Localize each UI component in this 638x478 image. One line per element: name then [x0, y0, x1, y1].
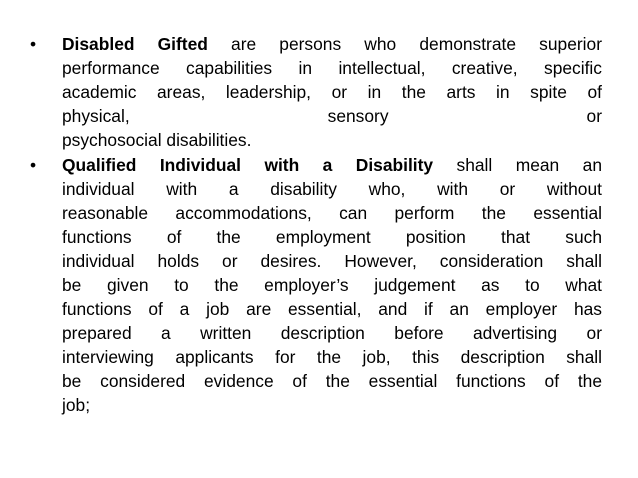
bullet-line: psychosocial disabilities.: [62, 130, 252, 150]
bullet-line: be given to the employer’s judgement as to what: [62, 275, 602, 295]
bullet-line: job;: [62, 395, 91, 415]
bullet-line: [62, 153, 602, 177]
bullet-line: [62, 32, 602, 56]
bullet-line: physical, sensory or: [62, 106, 602, 126]
bullet-line: individual holds or desires. However, consideration shall: [62, 251, 602, 271]
bullet-list: [30, 32, 602, 418]
bullet-line: functions of a job are essential, and if an employer has: [62, 299, 602, 319]
bullet-item-qualified-individual: [30, 153, 602, 417]
definition-text: are persons who demonstrate superior: [207, 34, 602, 54]
definition-text: shall mean an: [433, 155, 602, 175]
bullet-marker: •: [30, 34, 37, 54]
bullet-line: individual with a disability who, with or without: [62, 179, 602, 199]
bullet-line: performance capabilities in intellectual, creative, specific: [62, 58, 602, 78]
bullet-line: reasonable accommodations, can perform the essential: [62, 203, 602, 223]
bullet-line: interviewing applicants for the job, this description shall: [62, 347, 602, 367]
bullet-line: be considered evidence of the essential functions of the: [62, 371, 602, 391]
bullet-marker: •: [30, 155, 37, 175]
bullet-line: academic areas, leadership, or in the arts in spite of: [62, 82, 602, 102]
bullet-line: prepared a written description before advertising or: [62, 323, 602, 343]
definition-term: Disabled Gifted: [62, 34, 208, 54]
bullet-line: functions of the employment position that such: [62, 227, 602, 247]
bullet-item-disabled-gifted: [30, 32, 602, 152]
definition-term: Qualified Individual with a Disability: [62, 155, 434, 175]
